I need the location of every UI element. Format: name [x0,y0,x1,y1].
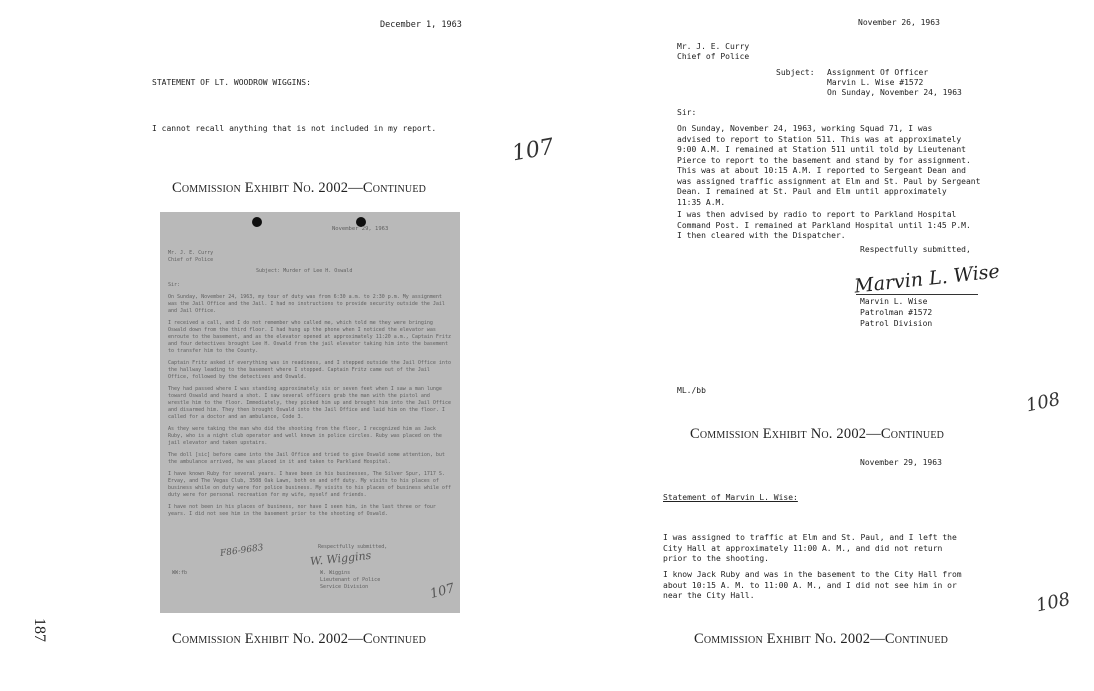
photocopy-signer-title: Lieutenant of Police [320,577,381,583]
photocopy-salutation: Sir: [168,282,181,288]
signature-line [856,294,978,295]
photocopy-paragraph: As they were taking the man who did the shooting from the floor, I recognized him as Jack Ruby, who is a night club operator and well known in police circles. Ruby was placed on the jail elevator and taken upstairs. [168,426,442,446]
photocopy-paragraph: I received a call, and I do not remember who called me, which told me they were bringing Oswald down from the third floor. I had hung up the phone when I noticed the elevator was enroute to the basement, and as the elevator opened at approximately 11:20 a.m., Captain Fritz and four detectives brought Lee H. Oswald from the jail elevator taking him into the basement to transfer him to the County. [168,320,451,354]
wise-memo-closing: Respectfully submitted, [860,245,971,254]
wise-memo-paragraph-2: I was then advised by radio to report to Parkland Hospital Command Post. I remained at Parkland Hospital until 1:45 P.M. I then cleared with the Dispatcher. [677,210,971,240]
wise-memo-handwritten-page: 108 [1024,388,1063,417]
left-statement-date: December 1, 1963 [380,20,462,30]
wise-memo-initials: ML./bb [677,386,706,395]
photocopy-paragraph: The doll [sic] before came into the Jail Office and tried to give Oswald some attention, but the ambulance arrived, he was placed in it and taken to Parkland Hospital. [168,452,445,465]
photocopy-paragraph: I have known Ruby for several years. I have been in his businesses, The Silver Spur, 1717 S. Ervay, and The Vegas Club, 3508 Oak Lawn, both on and off duty. My visits to his places of business while on duty were for police business. My visits to his places of business while off duty were for personal recreation for my wife, myself and friends. [168,471,451,498]
wise-memo-signer-name: Marvin L. Wise [860,297,928,306]
wise-memo-subject-2: Marvin L. Wise #1572 [827,78,924,87]
wiggins-report-photocopy [160,212,460,613]
wise-memo-signer-rank: Patrolman #1572 [860,308,933,317]
exhibit-caption-middle: Commission Exhibit No. 2002—Continued [690,426,945,442]
wise-memo-addressee-1: Mr. J. E. Curry [677,42,750,51]
wiggins-statement-text: I cannot recall anything that is not included in my report. [152,124,437,133]
wise-statement-date: November 29, 1963 [860,458,942,467]
photocopy-signature: W. Wiggins [309,548,372,569]
exhibit-caption-bottom-left: Commission Exhibit No. 2002—Continued [172,631,427,647]
wise-memo-signature: Marvin L. Wise [853,260,1001,298]
photocopy-paragraph: On Sunday, November 24, 1963, my tour of duty was from 6:30 a.m. to 2:30 p.m. My assignment was the Jail Office and the Jail. I had no instructions to provide security outside the Jail and Jail Office. [168,294,445,314]
photocopy-signer-name: W. Wiggins [320,570,351,576]
photocopy-addressee: Mr. J. E. Curry Chief of Police [168,250,214,263]
wise-memo-salutation: Sir: [677,108,697,117]
wise-memo-paragraph-1: On Sunday, November 24, 1963, working Squad 71, I was advised to report to Station 511. This was at approximately 9:00 A.M. I remained at Station 511 until told by Lieutenant Pierce to report to the basement and stand by for assignment. This was at about 10:15 A.M. I reported to Sergeant Dean and was assigned traffic assignment at Elm and St. Paul by Sergeant Dean. I remained at St. Paul and Elm until approximately 11:35 A.M. [677,124,981,207]
exhibit-caption-bottom-right: Commission Exhibit No. 2002—Continued [694,631,949,647]
punch-hole [252,217,262,227]
photocopy-subject: Subject: Murder of Lee H. Oswald [256,268,353,274]
wise-memo-subject-3: On Sunday, November 24, 1963 [827,88,962,97]
wise-memo-date: November 26, 1963 [858,18,940,27]
wise-statement-paragraph-1: I was assigned to traffic at Elm and St. Paul, and I left the City Hall at approximately 11:00 A. M., and did not return prior to the shooting. [663,533,957,563]
photocopy-paragraph: Captain Fritz asked if everything was in readiness, and I stepped outside the Jail Office into the hallway leading to the basement where I stopped. Captain Fritz came out of the Jail Office, followed by the detectives and Oswald. [168,360,451,380]
wise-memo-addressee-2: Chief of Police [677,52,750,61]
volume-page-number: 187 [31,618,48,642]
photocopy-handwritten-page: 107 [428,581,457,602]
photocopy-handwritten-number: F86-9683 [219,543,265,559]
wise-statement-handwritten-page: 108 [1034,588,1073,617]
wise-statement-paragraph-2: I know Jack Ruby and was in the basement to the City Hall from about 10:15 A. M. to 11:00 A. M., and I did not see him in or near the City Hall. [663,570,962,600]
photocopy-paragraph: They had passed where I was standing approximately six or seven feet when I saw a man lunge toward Oswald and heard a shot. I saw several officers grab the man with the pistol and wrestle him to the floor. Immediately, they picked him up and brought him into the Jail Office and disarmed him. They then brought Oswald into the Jail Office and laid him on the floor. I called for a doctor and an ambulance, Code 3. [168,386,451,420]
wise-memo-subject-1: Assignment Of Officer [827,68,929,77]
wise-memo-subject-label: Subject: [776,68,815,77]
photocopy-date: November 29, 1963 [332,226,389,232]
wise-statement-title: Statement of Marvin L. Wise: [663,493,798,502]
wise-memo-signer-division: Patrol Division [860,319,933,328]
photocopy-closing: Respectfully submitted, [318,544,388,550]
photocopy-initials: WW:fb [172,570,188,576]
photocopy-signer-division: Service Division [320,584,369,590]
photocopy-paragraph: I have not been in his places of business, nor have I seen him, in the last three or four years. I did not see him in the basement prior to the shooting of Oswald. [168,504,436,517]
handwritten-page-number: 107 [510,134,556,167]
wiggins-statement-title: STATEMENT OF LT. WOODROW WIGGINS: [152,78,311,87]
photocopy-body [168,294,452,523]
exhibit-caption-top: Commission Exhibit No. 2002—Continued [172,180,427,196]
